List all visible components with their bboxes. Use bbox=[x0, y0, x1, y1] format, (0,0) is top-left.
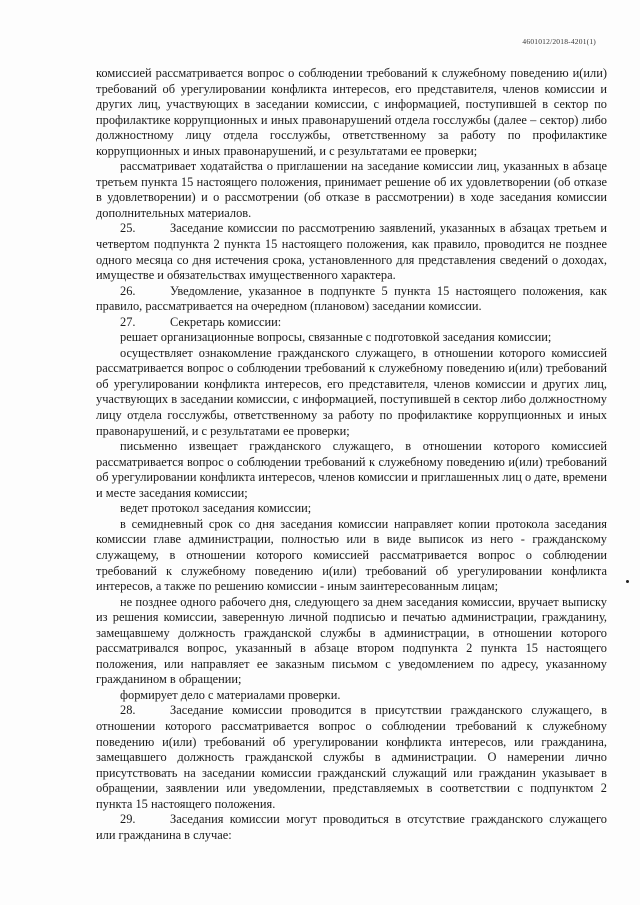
paragraph bbox=[96, 159, 607, 221]
paragraph-text: Секретарь комиссии: bbox=[170, 314, 282, 329]
clause-number: 25. bbox=[120, 221, 136, 236]
paragraph-text: письменно извещает гражданского служащего, в отношении которого комиссией рассматривается вопрос о соблюдении требований к служебному поведению и(или) требований об урегулировании конфликта интересов, членов комиссии и приглашенных лиц о дате, времени и месте заседания комиссии; bbox=[96, 439, 607, 500]
clause-number: 27. bbox=[120, 314, 136, 329]
paragraph-text: Заседания комиссии могут проводиться в отсутствие гражданского служащего или гражданина в случае: bbox=[96, 812, 607, 842]
paragraph-text: не позднее одного рабочего дня, следующего за днем заседания комиссии, вручает выписку из решения комиссии, заверенную личной подписью и печатью администрации, гражданину, замещавшему должность гражданской службы в администрации, в отношении которого рассматривался вопрос, указанный в абзаце втором подпункта 2 пункта 15 настоящего положения, или направляет ее заказным письмом с уведомлением по адресу, указанному гражданином в обращении; bbox=[96, 594, 607, 687]
paragraph bbox=[96, 595, 607, 688]
scan-speck bbox=[626, 580, 629, 583]
paragraph-text: Заседание комиссии по рассмотрению заявлений, указанных в абзацах третьем и четвертом подпункта 2 пункта 15 настоящего положения, как правило, проводится не позднее одного месяца со дня истечения срока, установленного для представления сведений о доходах, имуществе и обязательствах имущественного характера. bbox=[96, 221, 607, 283]
paragraph-text: рассматривает ходатайства о приглашении на заседание комиссии лиц, указанных в абзаце третьем пункта 15 настоящего положения, принимает решение об их удовлетворении (об отказе в удовлетворении) и о рассмотрении (об отказе в рассмотрении) в ходе заседания комиссии дополнительных материалов. bbox=[96, 159, 607, 220]
clause-number: 28. bbox=[120, 703, 136, 718]
paragraph bbox=[96, 346, 607, 439]
numbered-paragraph-29 bbox=[96, 812, 607, 843]
clause-number: 29. bbox=[120, 812, 136, 827]
paragraph-text: Заседание комиссии проводится в присутствии гражданского служащего, в отношении которого рассматривается вопрос о соблюдении требований к служебному поведению и(или) требований об урегулировании конфликта интересов, или гражданина, замещавшего должность гражданской службы в администрации. О намерении лично присутствовать на заседании комиссии гражданский служащий или гражданин указывает в обращении, заявлении или уведомлении, представляемых в соответствии с подпунктом 2 пункта 15 настоящего положения. bbox=[96, 703, 607, 811]
paragraph-text: решает организационные вопросы, связанные с подготовкой заседания комиссии; bbox=[120, 330, 552, 345]
paragraph-text: Уведомление, указанное в подпункте 5 пункта 15 настоящего положения, как правило, рассматривается на очередном (плановом) заседании комиссии. bbox=[96, 283, 607, 314]
document-id: 4601012/2018-4201(1) bbox=[522, 37, 596, 46]
paragraph-continuation bbox=[96, 66, 607, 159]
numbered-paragraph-25 bbox=[96, 221, 607, 283]
paragraph-text: формирует дело с материалами проверки. bbox=[120, 687, 341, 702]
numbered-paragraph-27 bbox=[96, 315, 607, 331]
paragraph-text: ведет протокол заседания комиссии; bbox=[120, 501, 312, 516]
paragraph bbox=[96, 517, 607, 595]
numbered-paragraph-26 bbox=[96, 284, 607, 315]
paragraph-text: комиссией рассматривается вопрос о соблюдении требований к служебному поведению и(или) требований об урегулировании конфликта интересов, его представителя, членов комиссии и других лиц, участвующих в заседании комиссии, с информацией, поступившей в сектор по профилактике коррупционных и иных правонарушений отдела госслужбы (далее – сектор) либо должностному лицу отдела госслужбы, ответственному за работу по профилактике коррупционных и иных правонарушений, и с результатами ее проверки; bbox=[96, 66, 607, 158]
paragraph bbox=[96, 501, 607, 517]
paragraph bbox=[96, 439, 607, 501]
paragraph bbox=[96, 688, 607, 704]
paragraph bbox=[96, 330, 607, 346]
paragraph-text: в семидневный срок со дня заседания комиссии направляет копии протокола заседания комиссии главе администрации, полностью или в виде выписок из него - гражданскому служащему, в отношении которого комиссией рассматривается вопрос о соблюдении требований к служебному поведению и(или) требований об урегулировании конфликта интересов, а также по решению комиссии - иным заинтересованным лицам; bbox=[96, 516, 607, 594]
numbered-paragraph-28 bbox=[96, 703, 607, 812]
document-body bbox=[96, 66, 607, 843]
paragraph-text: осуществляет ознакомление гражданского служащего, в отношении которого комиссией рассматривается вопрос о соблюдении требований к служебному поведению и(или) требований об урегулировании конфликта интересов, его представителя, членов комиссии и других лиц, участвующих в заседании комиссии, с информацией, поступившей в сектор либо должностному лицу отдела госслужбы, ответственному за работу по профилактике коррупционных и иных правонарушений, и с результатами ее проверки; bbox=[96, 345, 607, 438]
clause-number: 26. bbox=[120, 283, 136, 298]
